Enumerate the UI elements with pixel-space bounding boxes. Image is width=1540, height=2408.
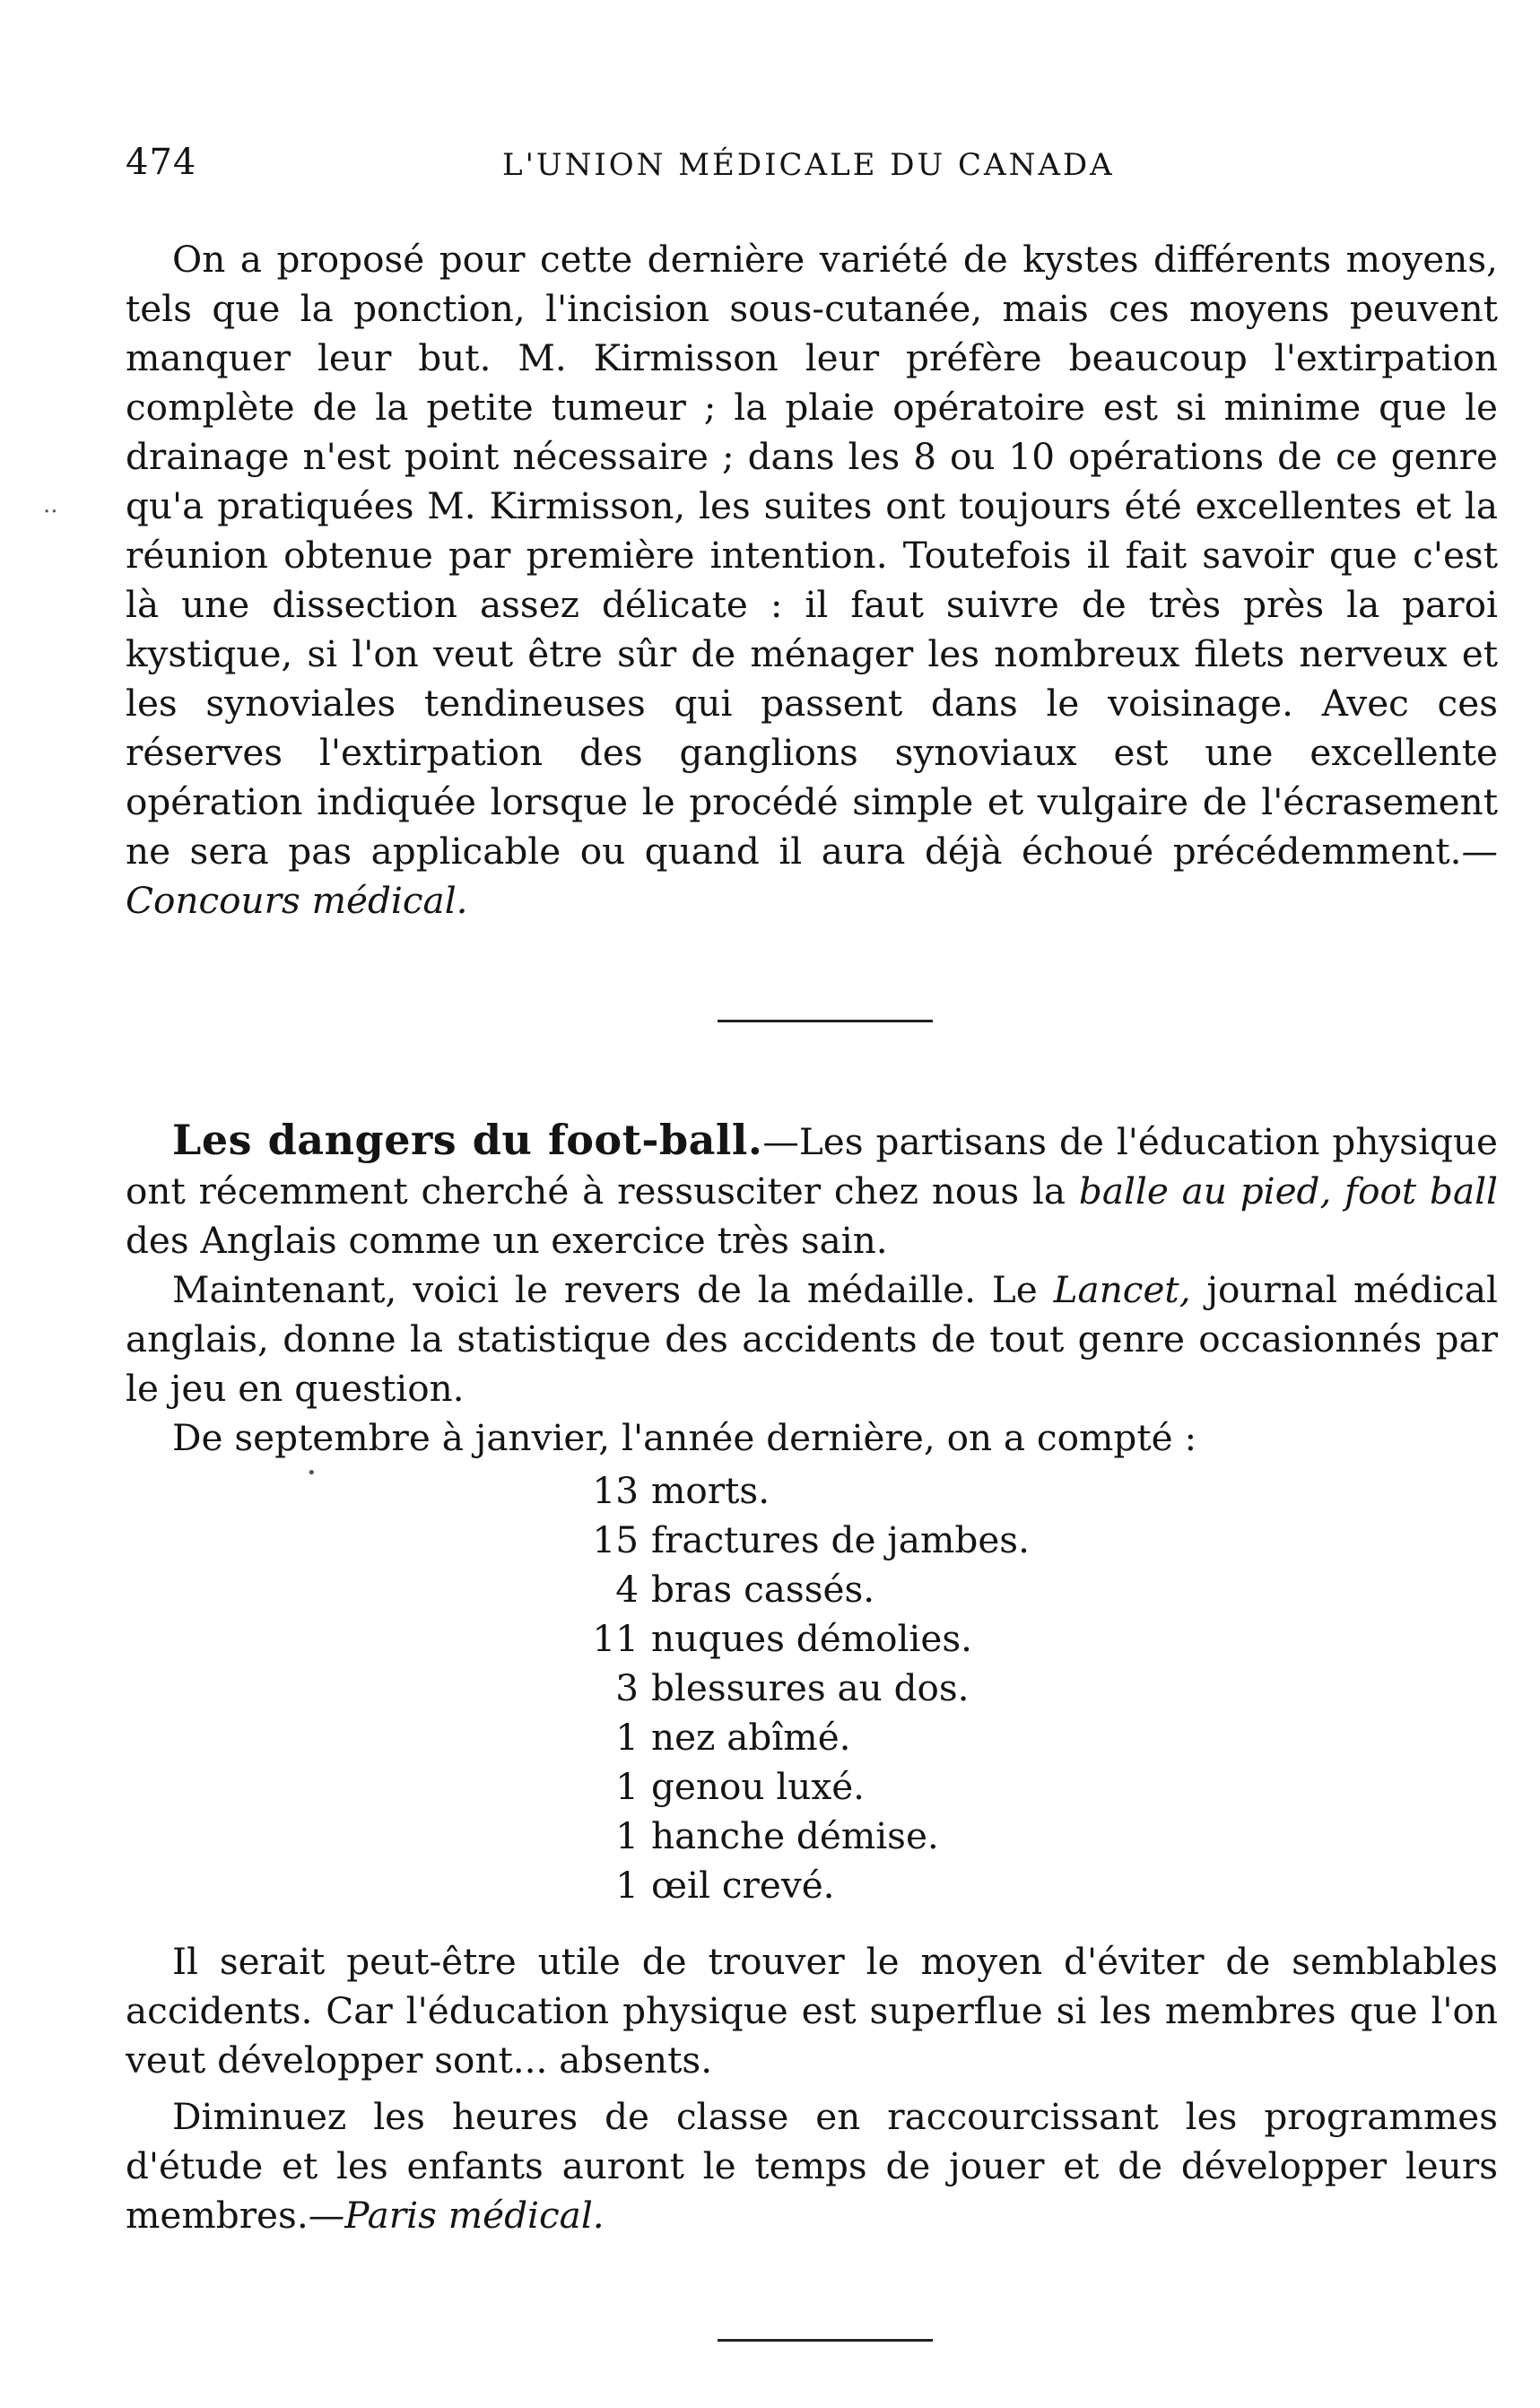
stat-label: bras cassés. bbox=[651, 1568, 875, 1611]
stat-label: nuques démolies. bbox=[651, 1617, 973, 1660]
article-kystes-source: —Concours médical. bbox=[126, 830, 1498, 922]
article-football-paragraph-2 bbox=[126, 1265, 1498, 1413]
article-football-headline: Les dangers du foot-ball. bbox=[172, 1116, 763, 1164]
paragraph-2-italic: Lancet, bbox=[1053, 1268, 1191, 1311]
journal-title: L'UNION MÉDICALE DU CANADA bbox=[502, 147, 1115, 183]
stat-label: nez abîmé. bbox=[651, 1716, 851, 1759]
article-football-intro bbox=[126, 1116, 1498, 1265]
article-kystes-text: On a proposé pour cette dernière variété de kystes différents moyens, tels que la ponction, l'incision sous-cutanée, mais ces moyens peuvent manquer leur but. M. Kirmisson leur préfère beaucoup l'extirpation complète de la petite tumeur ; la plaie opératoire est si minime que le drainage n'est point nécessaire ; dans les 8 ou 10 opérations de ce genre qu'a pratiquées M. Kirmisson, les suites ont toujours été excellentes et la réunion obtenue par première intention. Toutefois il fait savoir que c'est là une dissection assez délicate : il faut suivre de très près la paroi kystique, si l'on veut être sûr de ménager les nombreux filets nerveux et les synoviales tendineuses qui passent dans le voisinage. Avec ces réserves l'extirpation des ganglions synoviaux est une excellente opération indiquée lorsque le procédé simple et vulgaire de l'écrasement ne sera pas applicable ou quand il aura déjà échoué précédemment. bbox=[126, 238, 1498, 873]
intro-text-italic: balle au pied, foot ball bbox=[1078, 1169, 1498, 1213]
paragraph-2-after: journal médical anglais, donne la statistique des accidents de tout genre occasionnés par le jeu en question. bbox=[126, 1268, 1498, 1410]
stat-count: 15 bbox=[592, 1518, 639, 1561]
stat-count: 1 bbox=[615, 1864, 639, 1907]
accident-statistics-list bbox=[574, 1466, 1498, 1910]
stat-item bbox=[574, 1664, 1498, 1713]
stat-count: 1 bbox=[615, 1765, 639, 1808]
stat-count: 1 bbox=[615, 1716, 639, 1759]
section-divider bbox=[718, 1020, 933, 1022]
article-football-paragraph-5 bbox=[126, 2092, 1498, 2240]
stat-item bbox=[574, 1713, 1498, 1762]
stat-label: morts. bbox=[651, 1469, 770, 1512]
page-number: 474 bbox=[126, 142, 197, 183]
stat-label: œil crevé. bbox=[651, 1864, 835, 1907]
stat-count: 3 bbox=[615, 1666, 639, 1709]
stat-item bbox=[574, 1516, 1498, 1565]
article-football bbox=[126, 1116, 1498, 2240]
paragraph-2-before: Maintenant, voici le revers de la médaille. Le bbox=[172, 1268, 1054, 1311]
page-body bbox=[126, 235, 1498, 2342]
stat-count: 13 bbox=[592, 1469, 639, 1512]
article-kystes bbox=[126, 235, 1498, 926]
article-kystes-paragraph bbox=[126, 235, 1498, 926]
paragraph-5-text: Diminuez les heures de classe en raccourcissant les programmes d'étude et les enfants auront le temps de jouer et de développer leurs membres. bbox=[126, 2095, 1498, 2237]
section-divider-bottom bbox=[718, 2339, 933, 2342]
stat-count: 4 bbox=[615, 1568, 639, 1611]
stat-label: blessures au dos. bbox=[651, 1666, 970, 1709]
intro-text-after: des Anglais comme un exercice très sain. bbox=[126, 1219, 888, 1262]
article-football-paragraph-3: De septembre à janvier, l'année dernière, on a compté : bbox=[172, 1416, 1197, 1459]
stat-label: fractures de jambes. bbox=[651, 1518, 1030, 1561]
stat-item bbox=[574, 1466, 1498, 1516]
stat-item bbox=[574, 1565, 1498, 1614]
intro-text-before: —Les partisans de l'éducation physique ont récemment cherché à ressusciter chez nous la bbox=[126, 1120, 1499, 1213]
margin-mark: .. bbox=[43, 491, 58, 518]
stat-label: hanche démise. bbox=[651, 1814, 939, 1857]
stat-count: 1 bbox=[615, 1814, 639, 1857]
stat-count: 11 bbox=[592, 1617, 639, 1660]
article-football-paragraph-4: Il serait peut-être utile de trouver le moyen d'éviter de semblables accidents. Car l'éducation physique est superflue si les membres que l'on veut développer sont... absents. bbox=[126, 1940, 1498, 2082]
stat-item bbox=[574, 1614, 1498, 1664]
page-header bbox=[126, 142, 1471, 196]
stat-item bbox=[574, 1762, 1498, 1812]
stray-dot: • bbox=[307, 1464, 317, 1482]
article-football-source: —Paris médical. bbox=[308, 2194, 605, 2237]
stat-item bbox=[574, 1812, 1498, 1861]
stat-item bbox=[574, 1861, 1498, 1910]
stat-label: genou luxé. bbox=[651, 1765, 866, 1808]
